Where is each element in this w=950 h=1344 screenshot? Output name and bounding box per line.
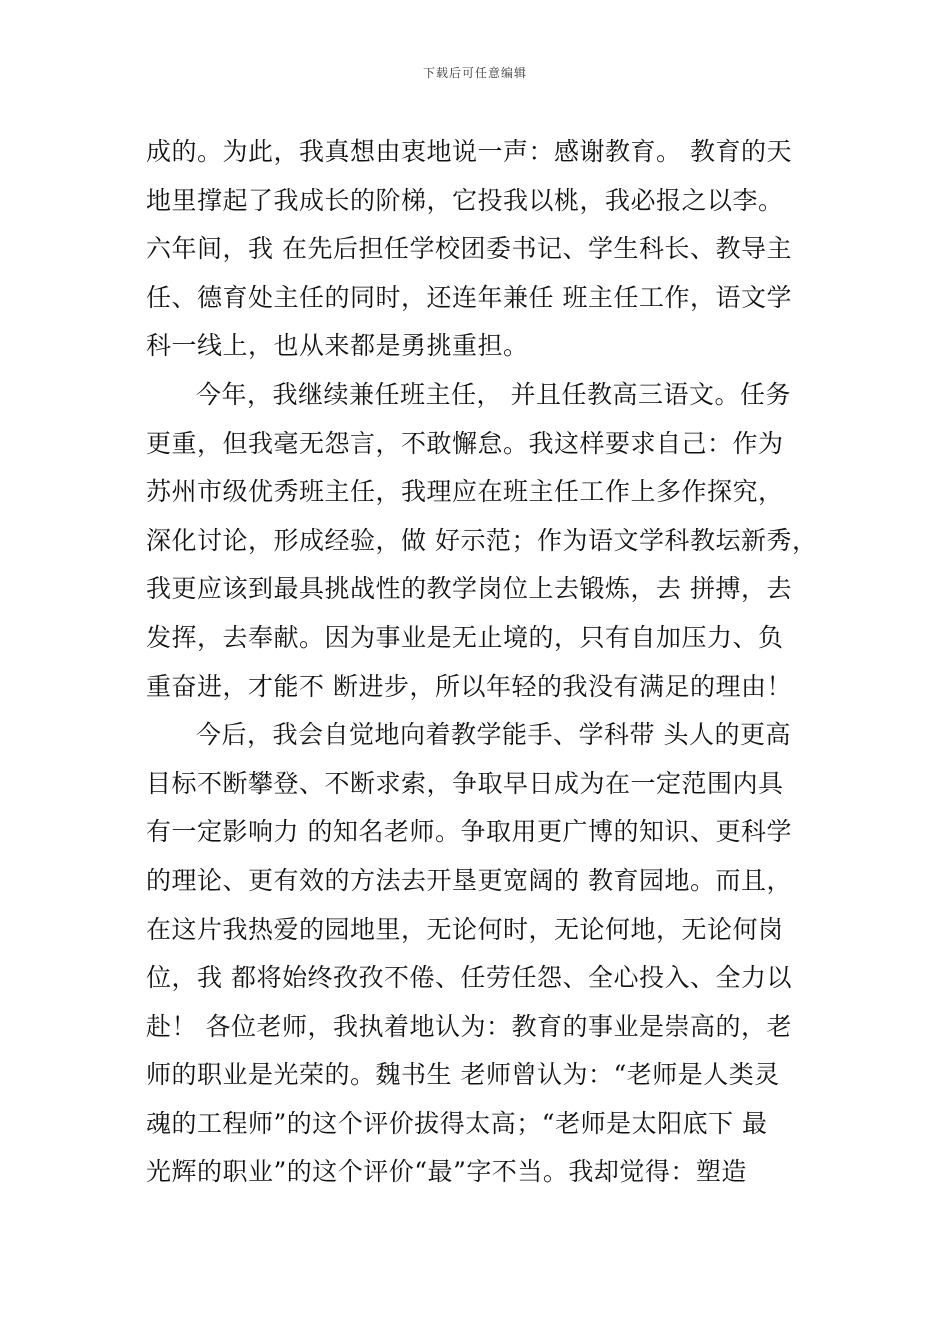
- text-line: 成的。为此，我真想由衷地说一声：感谢教育。 教育的天: [146, 137, 792, 166]
- text-line: 重奋进，才能不 断进步，所以年轻的我没有满足的理由！: [146, 671, 792, 701]
- text-line: 目标不断攀登、不断求索，争取早日成为在一定范围内具: [146, 768, 784, 798]
- text-line: 赴！ 各位老师，我执着地认为：教育的事业是崇高的，老: [146, 1011, 792, 1041]
- text-line: 科一线上，也从来都是勇挑重担。: [146, 331, 529, 361]
- page-header: 下载后可任意编辑: [422, 66, 527, 80]
- text-line: 我更应该到最具挑战性的教学岗位上去锻炼，去 拼搏，去: [146, 574, 792, 604]
- text-line: 有一定影响力 的知名老师。争取用更广博的知识、更科学: [146, 817, 792, 847]
- text-line: 的理论、更有效的方法去开垦更宽阔的 教育园地。而且，: [146, 865, 792, 895]
- document-body: [146, 128, 816, 1197]
- text-line: 任、德育处主任的同时，还连年兼任 班主任工作，语文学: [146, 282, 792, 312]
- text-line: 师的职业是光荣的。魏书生 老师曾认为：“老师是人类灵: [146, 1060, 780, 1090]
- text-line: 地里撑起了我成长的阶梯，它投我以桃，我必报之以李。: [146, 185, 784, 215]
- text-line: 六年间，我 在先后担任学校团委书记、学生科长、教导主: [146, 234, 792, 264]
- text-line: 在这片我热爱的园地里，无论何时，无论何地，无论何岗: [146, 914, 784, 944]
- text-line: 发挥，去奉献。因为事业是无止境的，只有自加压力、负: [146, 622, 784, 652]
- text-line: 魂的工程师”的这个评价拔得太高；“老师是太阳底下 最: [146, 1108, 768, 1138]
- text-line: 苏州市级优秀班主任，我理应在班主任工作上多作探究，: [146, 477, 784, 507]
- text-line: 深化讨论，形成经验，做 好示范；作为语文学科教坛新秀，: [146, 525, 818, 555]
- paragraph-start-line: 今年，我继续兼任班主任， 并且任教高三语文。任务: [196, 379, 791, 409]
- text-line: 位，我 都将始终孜孜不倦、任劳任怨、全心投入、全力以: [146, 963, 792, 993]
- text-line: 更重，但我毫无怨言，不敢懈怠。我这样要求自己：作为: [146, 428, 784, 458]
- text-line: 光辉的职业”的这个评价“最”字不当。我却觉得：塑造: [146, 1157, 747, 1187]
- paragraph-start-line: 今后，我会自觉地向着教学能手、学科带 头人的更高: [196, 720, 791, 750]
